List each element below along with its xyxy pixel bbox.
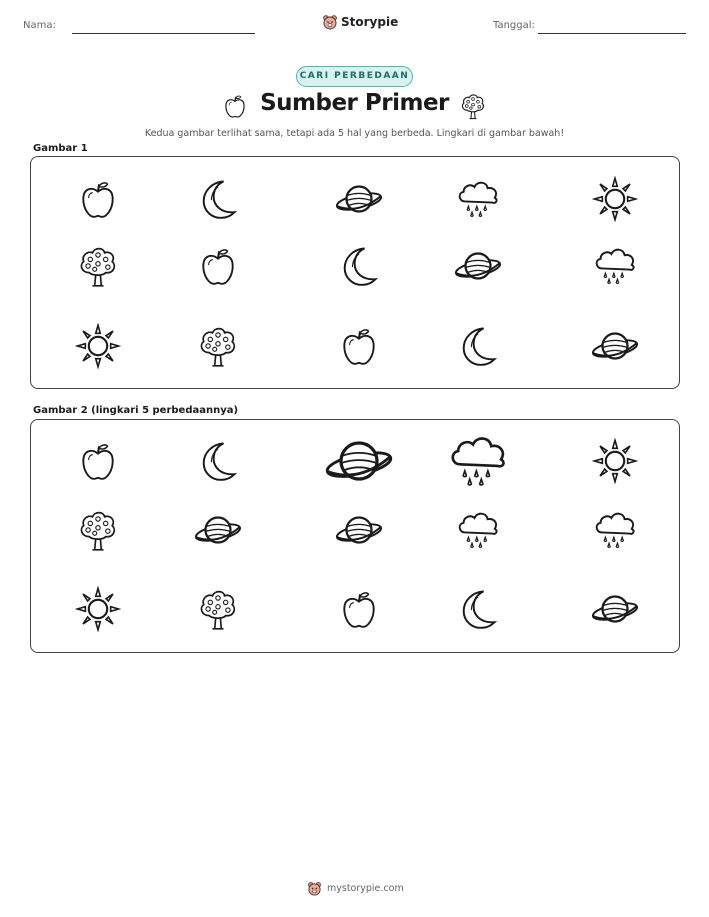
date-label: Tanggal:: [493, 20, 535, 31]
planet-icon[interactable]: [590, 584, 640, 634]
bear-logo-icon: [322, 14, 338, 30]
sun-icon: [75, 323, 121, 369]
footer-url: mystorypie.com: [327, 883, 404, 894]
date-line[interactable]: [538, 33, 686, 34]
apple-icon: [77, 178, 119, 220]
activity-badge: CARI PERBEDAAN: [296, 66, 413, 87]
page-title: Sumber Primer: [260, 90, 449, 116]
apple-icon[interactable]: [338, 588, 380, 630]
rain-cloud-icon[interactable]: [454, 506, 502, 554]
brand: [322, 14, 398, 30]
picture2-label: Gambar 2 (lingkari 5 perbedaannya): [33, 405, 239, 416]
apple-icon[interactable]: [77, 440, 119, 482]
tree-icon: [459, 91, 487, 125]
sun-icon[interactable]: [75, 586, 121, 632]
moon-icon: [337, 244, 381, 288]
instructions: Kedua gambar terlihat sama, tetapi ada 5 hal yang berbeda. Lingkari di gambar bawah!: [144, 128, 565, 139]
planet-icon: [453, 241, 503, 291]
rain-cloud-icon: [591, 242, 639, 290]
planet-icon[interactable]: [193, 505, 243, 555]
moon-icon: [456, 324, 500, 368]
moon-icon: [196, 177, 240, 221]
picture1-label: Gambar 1: [33, 143, 88, 154]
apple-icon: [338, 325, 380, 367]
sun-icon: [592, 176, 638, 222]
tree-icon[interactable]: [76, 508, 120, 552]
moon-icon[interactable]: [196, 439, 240, 483]
bear-logo-icon: [307, 881, 322, 896]
name-line[interactable]: [72, 33, 255, 34]
tree-icon[interactable]: [196, 587, 240, 631]
tree-icon: [76, 244, 120, 288]
tree-icon: [196, 324, 240, 368]
planet-icon: [590, 321, 640, 371]
moon-icon[interactable]: [456, 587, 500, 631]
name-label: Nama:: [23, 20, 56, 31]
apple-icon: [197, 245, 239, 287]
planet-icon[interactable]: [334, 505, 384, 555]
footer: [307, 881, 404, 896]
rain-cloud-icon[interactable]: [591, 506, 639, 554]
planet-icon[interactable]: [323, 425, 395, 497]
rain-cloud-icon[interactable]: [445, 428, 511, 494]
sun-icon[interactable]: [592, 438, 638, 484]
rain-cloud-icon: [454, 175, 502, 223]
brand-name: Storypie: [341, 15, 399, 29]
planet-icon: [334, 174, 384, 224]
